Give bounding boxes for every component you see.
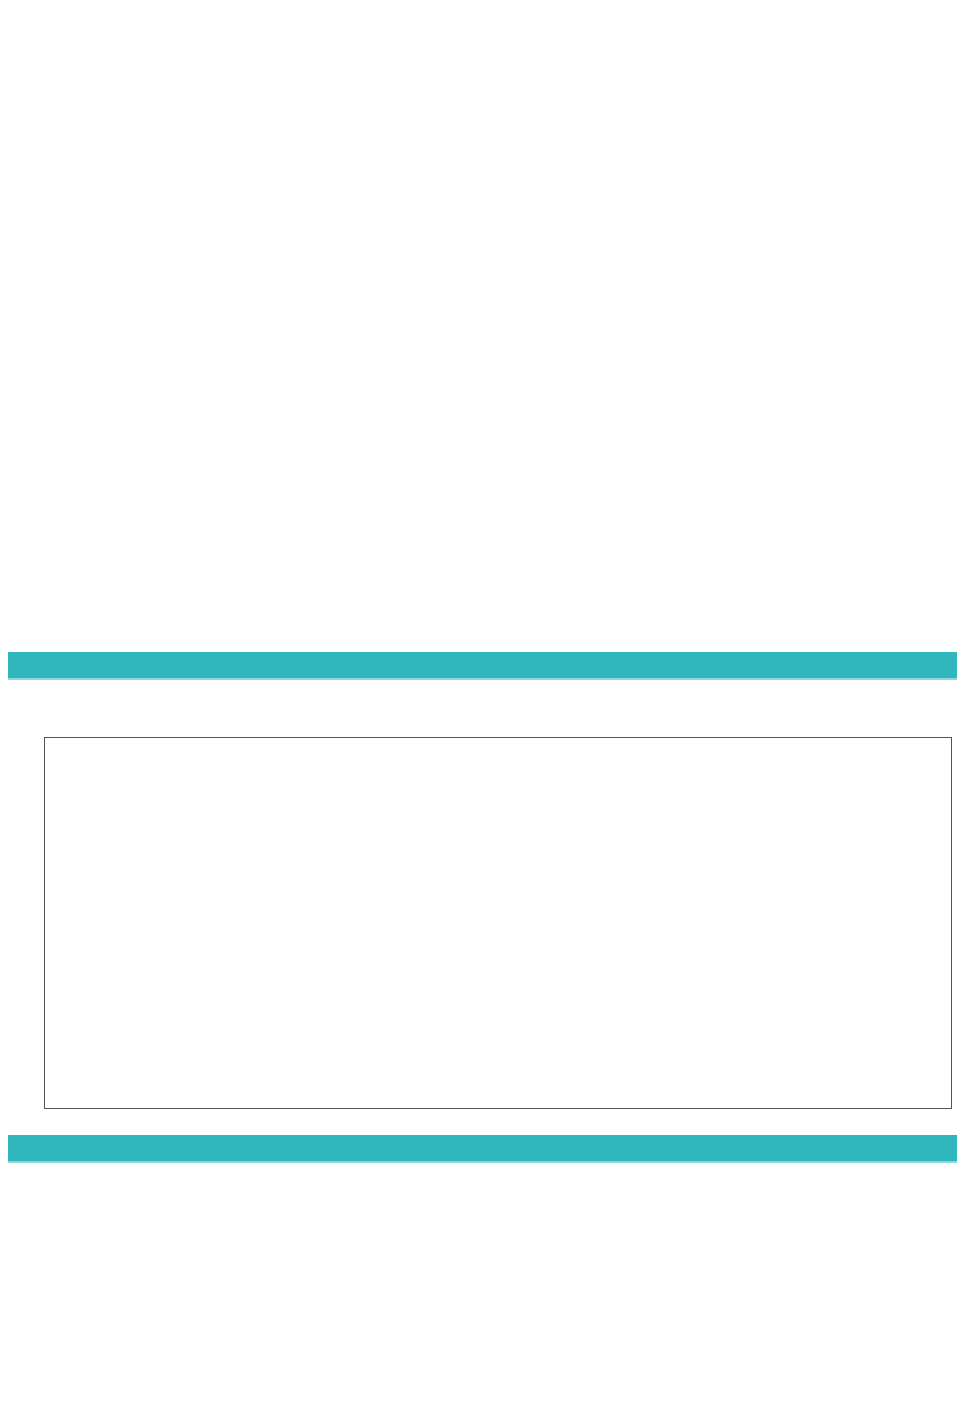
- ingredients-table: [44, 737, 952, 1109]
- section-3-bar: [8, 652, 957, 680]
- section-4-bar: [8, 1135, 957, 1163]
